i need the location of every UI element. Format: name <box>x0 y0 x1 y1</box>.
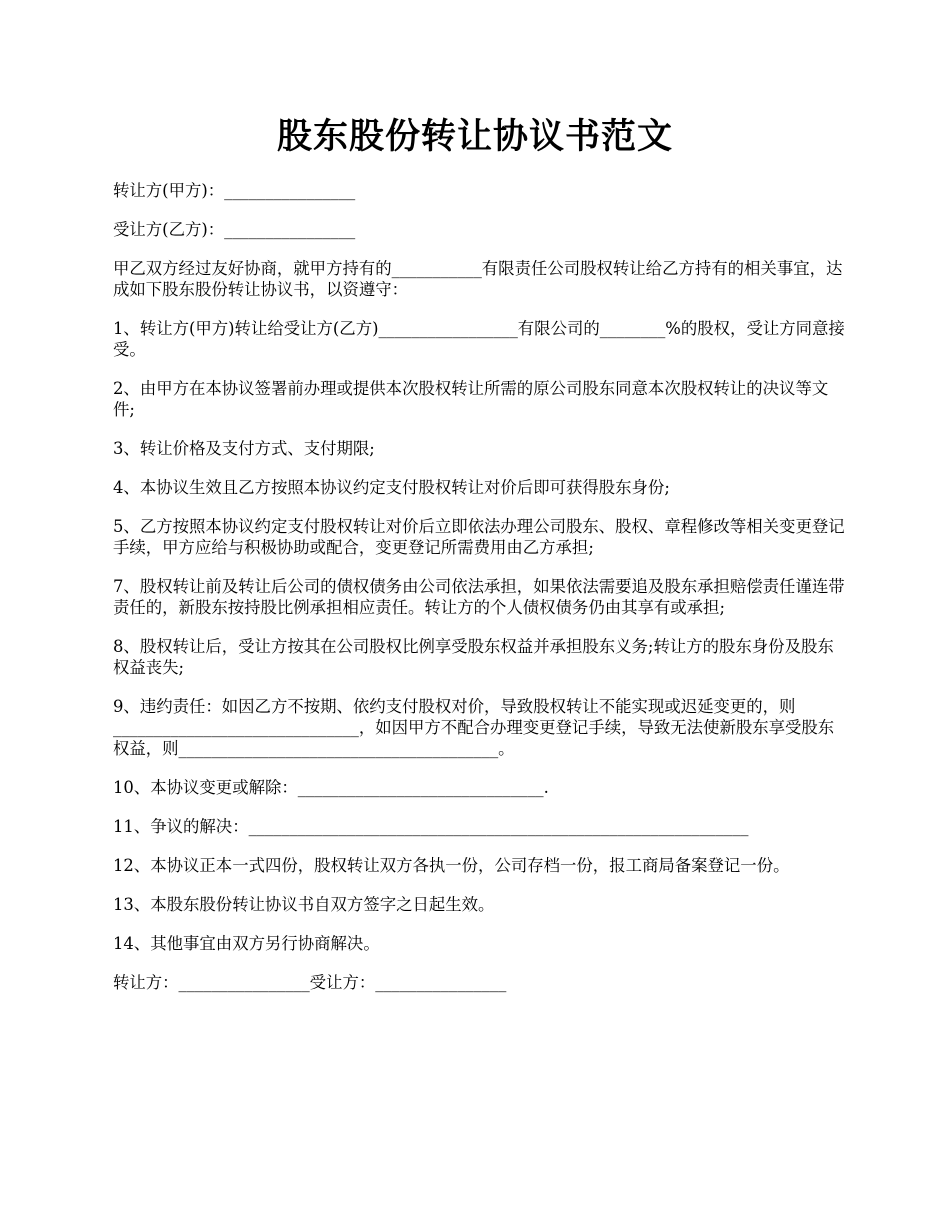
clause-1: 1、转让方(甲方)转让给受让方(乙方)_________________有限公司的________%的股权，受让方同意接受。 <box>113 319 845 359</box>
transferor-line: 转让方(甲方)：________________ <box>113 181 356 200</box>
clause-14: 14、其他事宜由双方另行协商解决。 <box>113 934 380 953</box>
clause-13: 13、本股东股份转让协议书自双方签字之日起生效。 <box>113 895 495 914</box>
clause-8: 8、股权转让后，受让方按其在公司股权比例享受股东权益并承担股东义务;转让方的股东身份及股东权益丧失; <box>113 637 834 677</box>
clause-9: 9、违约责任：如因乙方不按期、依约支付股权对价，导致股权转让不能实现或迟延变更的，则______________________________，如因甲方不配合办理变更登记手续，导致无法使新股东享受股东权益，则_______________________________________。 <box>113 697 835 758</box>
clause-5: 5、乙方按照本协议约定支付股权转让对价后立即依法办理公司股东、股权、章程修改等相关变更登记手续，甲方应给与积极协助或配合，变更登记所需费用由乙方承担; <box>113 517 845 557</box>
clause-10: 10、本协议变更或解除：______________________________. <box>113 778 549 797</box>
signature-line: 转让方：________________受让方：________________ <box>113 973 507 992</box>
clause-4: 4、本协议生效且乙方按照本协议约定支付股权转让对价后即可获得股东身份; <box>113 478 670 497</box>
clause-2: 2、由甲方在本协议签署前办理或提供本次股权转让所需的原公司股东同意本次股权转让的决议等文件; <box>113 379 829 419</box>
document-body <box>113 180 845 1011</box>
clause-3: 3、转让价格及支付方式、支付期限; <box>113 439 375 458</box>
clause-11: 11、争议的解决：_____________________________________________________________ <box>113 817 749 836</box>
transferee-line: 受让方(乙方)：________________ <box>113 220 356 239</box>
clause-12: 12、本协议正本一式四份，股权转让双方各执一份，公司存档一份，报工商局备案登记一份。 <box>113 856 790 875</box>
clause-7: 7、股权转让前及转让后公司的债权债务由公司依法承担，如果依法需要追及股东承担赔偿责任谨连带责任的，新股东按持股比例承担相应责任。转让方的个人债权债务仍由其享有或承担; <box>113 577 845 617</box>
document-title: 股东股份转让协议书范文 <box>276 116 673 157</box>
preamble-paragraph: 甲乙双方经过友好协商，就甲方持有的___________有限责任公司股权转让给乙方持有的相关事宜，达成如下股东股份转让协议书，以资遵守： <box>113 259 843 299</box>
